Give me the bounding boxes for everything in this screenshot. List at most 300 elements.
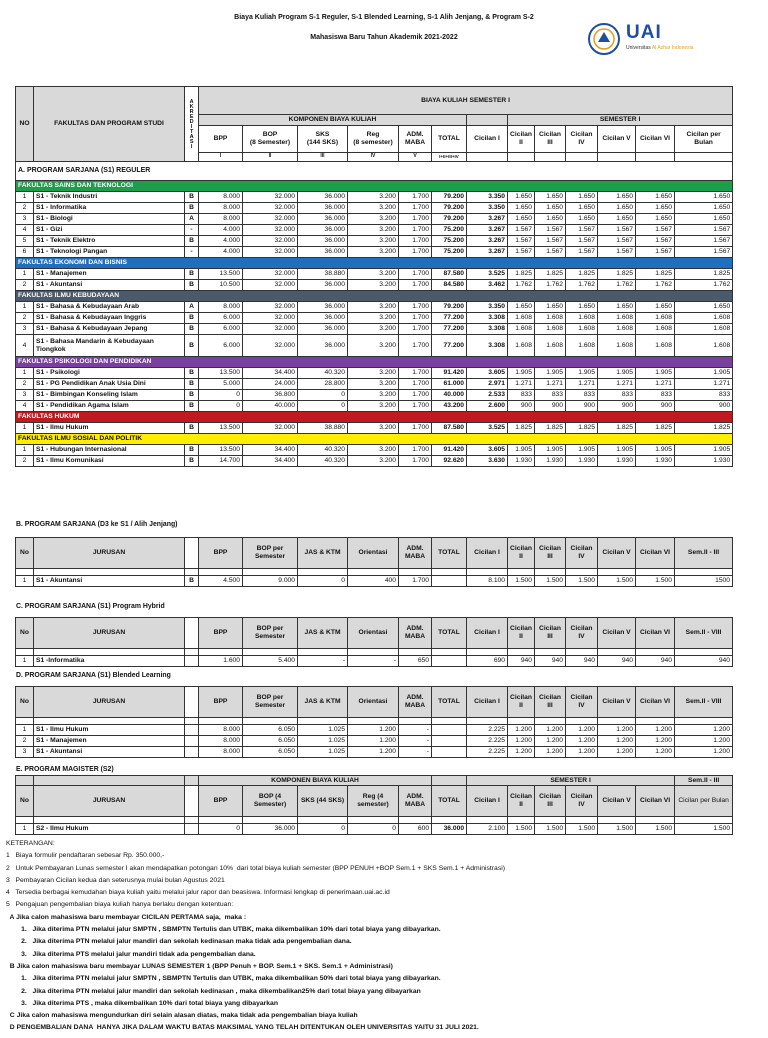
value-cell: 1.200 (566, 736, 598, 747)
value-cell: 1.608 (535, 335, 566, 357)
value-cell: 32.000 (243, 335, 298, 357)
value-cell: 1.200 (566, 725, 598, 736)
value-cell: - (348, 656, 399, 667)
value-cell: 77.200 (432, 335, 467, 357)
program-name: S1 - Manajemen (34, 269, 185, 280)
value-cell: 36.000 (298, 302, 348, 313)
value-cell: - (298, 656, 348, 667)
value-cell (185, 725, 199, 736)
value-cell (432, 736, 467, 747)
value-cell: 8.000 (199, 203, 243, 214)
value-cell: 14.700 (199, 456, 243, 467)
table-row (16, 736, 733, 747)
value-cell: 13.500 (199, 445, 243, 456)
value-cell: 1.762 (508, 280, 535, 291)
value-cell: 3.308 (467, 313, 508, 324)
value-cell: 1.905 (675, 445, 733, 456)
value-cell: 1.905 (675, 368, 733, 379)
value-cell: 1.825 (598, 423, 636, 434)
value-cell: 1.825 (636, 423, 675, 434)
value-cell: 1.200 (508, 725, 535, 736)
col-header: BPP (199, 687, 243, 718)
value-cell: 1.700 (399, 335, 432, 357)
value-cell: 1.608 (675, 313, 733, 324)
value-cell: 4.000 (199, 236, 243, 247)
value-cell: 1.200 (598, 725, 636, 736)
value-cell: 1.825 (636, 269, 675, 280)
value-cell: 40.320 (298, 445, 348, 456)
table-row (16, 269, 733, 280)
col-header: Sem.II - VIII (675, 687, 733, 718)
col-bop: BOP (262, 131, 278, 139)
keterangan (6, 838, 746, 1035)
value-cell: 940 (636, 656, 675, 667)
col-cicilan-4: Cicilan (570, 131, 593, 139)
value-cell: 32.000 (243, 236, 298, 247)
value-cell: 6.050 (243, 725, 298, 736)
value-cell: 900 (598, 401, 636, 412)
program-name: S1 - Teknik Elektro (34, 236, 185, 247)
col-header: Cicilan III (535, 538, 566, 569)
col-reg-sub: (8 semester) (353, 139, 393, 146)
value-cell: 1.567 (675, 247, 733, 258)
value-cell: 36.000 (298, 335, 348, 357)
value-cell: 1.825 (535, 423, 566, 434)
value-cell: 1 (16, 445, 34, 456)
value-cell: 1.930 (598, 456, 636, 467)
program-name: S1 - Ilmu Hukum (34, 725, 185, 736)
value-cell: 0 (298, 576, 348, 587)
col-header: Cicilan VI (636, 618, 675, 649)
program-name: S2 - Ilmu Hukum (34, 824, 185, 835)
program-name: S1 - Informatika (34, 203, 185, 214)
col-cicilan-1: Cicilan I (467, 126, 508, 153)
akreditasi-value: - (185, 247, 199, 258)
col-adm-sub: MABA (404, 139, 426, 146)
value-cell: 36.000 (298, 313, 348, 324)
table-row (16, 324, 733, 335)
value-cell: 40.000 (432, 390, 467, 401)
doc-title: Biaya Kuliah Program S-1 Reguler, S-1 Blended Learning, S-1 Alih Jenjang, & Program S-2 (234, 14, 534, 21)
akreditasi-value: B (185, 368, 199, 379)
logo-sub1: Universitas (626, 45, 652, 51)
value-cell: 36.000 (432, 824, 467, 835)
header-sem2: Sem.II - III (675, 776, 733, 786)
value-cell: 3 (16, 324, 34, 335)
value-cell: 36.000 (298, 192, 348, 203)
value-cell: 1.200 (508, 736, 535, 747)
col-cicilan-4-num: IV (578, 139, 585, 146)
col-header: Cicilan III (535, 687, 566, 718)
roman-iv: IV (348, 153, 399, 162)
value-cell: 3.200 (348, 302, 399, 313)
value-cell: 1.650 (636, 214, 675, 225)
value-cell: 3.200 (348, 247, 399, 258)
value-cell: 77.200 (432, 324, 467, 335)
value-cell: 36.000 (298, 203, 348, 214)
faculty-band: FAKULTAS SAINS DAN TEKNOLOGI (16, 181, 733, 192)
value-cell: 3.605 (467, 368, 508, 379)
table-row (16, 313, 733, 324)
value-cell: 1.905 (566, 368, 598, 379)
value-cell: 3.200 (348, 214, 399, 225)
akreditasi-value: B (185, 445, 199, 456)
value-cell: 38.880 (298, 423, 348, 434)
header-biaya-sem1: BIAYA KULIAH SEMESTER I (199, 87, 733, 115)
col-reg: Reg (366, 131, 380, 139)
value-cell: 3.200 (348, 423, 399, 434)
faculty-band: FAKULTAS EKONOMI DAN BISNIS (16, 258, 733, 269)
program-name: S1 - PG Pendidikan Anak Usia Dini (34, 379, 185, 390)
value-cell: 13.500 (199, 368, 243, 379)
value-cell: 1.500 (566, 576, 598, 587)
value-cell: 1.700 (399, 302, 432, 313)
value-cell: 650 (399, 656, 432, 667)
value-cell: 1.200 (566, 747, 598, 758)
col-header: ADM. MABA (399, 687, 432, 718)
value-cell: 8.100 (467, 576, 508, 587)
table-blended (15, 686, 733, 758)
col-header: Cicilan V (598, 786, 636, 817)
roman-v: V (399, 153, 432, 162)
value-cell: 1.567 (535, 247, 566, 258)
value-cell: 36.000 (298, 225, 348, 236)
col-header: Cicilan II (508, 618, 535, 649)
value-cell: 1.200 (598, 747, 636, 758)
value-cell: 1.700 (399, 247, 432, 258)
col-header: BOP (4 Semester) (243, 786, 298, 817)
value-cell: 1.700 (399, 192, 432, 203)
value-cell: 1.700 (399, 368, 432, 379)
value-cell: 32.000 (243, 313, 298, 324)
value-cell: 75.200 (432, 236, 467, 247)
value-cell: 1 (16, 824, 34, 835)
value-cell: 3 (16, 214, 34, 225)
col-header: Cicilan III (535, 618, 566, 649)
value-cell: 8.000 (199, 192, 243, 203)
value-cell: 9.000 (243, 576, 298, 587)
value-cell: 1.200 (675, 725, 733, 736)
table-row (16, 576, 733, 587)
col-header: BOP per Semester (243, 618, 298, 649)
table-hybrid (15, 617, 733, 667)
value-cell: 1.762 (535, 280, 566, 291)
akreditasi-value: B (185, 269, 199, 280)
program-name: S1 - Pendidikan Agama Islam (34, 401, 185, 412)
col-header: Cicilan VI (636, 786, 675, 817)
col-header: JURUSAN (34, 786, 185, 817)
akreditasi-value: B (185, 390, 199, 401)
value-cell: 940 (675, 656, 733, 667)
value-cell: 4.000 (199, 225, 243, 236)
col-header: ADM. MABA (399, 786, 432, 817)
program-name: S1 - Teknologi Pangan (34, 247, 185, 258)
value-cell: 1500 (675, 576, 733, 587)
value-cell: 3.267 (467, 247, 508, 258)
col-header: Orientasi (348, 538, 399, 569)
value-cell (185, 824, 199, 835)
value-cell: 4 (16, 335, 34, 357)
value-cell: 833 (598, 390, 636, 401)
value-cell: 3.525 (467, 269, 508, 280)
value-cell: 3.200 (348, 368, 399, 379)
col-header: Cicilan I (467, 687, 508, 718)
value-cell: 1.650 (636, 203, 675, 214)
value-cell: 79.200 (432, 192, 467, 203)
value-cell: 6.000 (199, 313, 243, 324)
value-cell: 1.650 (535, 214, 566, 225)
table-row (16, 445, 733, 456)
value-cell: 32.000 (243, 192, 298, 203)
value-cell: 3.200 (348, 313, 399, 324)
value-cell: 1 (16, 576, 34, 587)
value-cell: B (185, 576, 199, 587)
table-row (16, 368, 733, 379)
value-cell: 1.608 (508, 335, 535, 357)
col-header: BOP per Semester (243, 687, 298, 718)
value-cell: 1.650 (508, 214, 535, 225)
value-cell: 10.500 (199, 280, 243, 291)
table-row (16, 225, 733, 236)
value-cell: 3.200 (348, 390, 399, 401)
value-cell: 1.650 (598, 203, 636, 214)
program-name: S1 - Bimbingan Konseling Islam (34, 390, 185, 401)
value-cell: 1 (16, 725, 34, 736)
value-cell: 2.225 (467, 725, 508, 736)
value-cell: 1.650 (535, 302, 566, 313)
section-e-title: E. PROGRAM MAGISTER (S2) (16, 766, 114, 773)
faculty-band: FAKULTAS PSIKOLOGI DAN PENDIDIKAN (16, 357, 733, 368)
value-cell: 1.650 (566, 203, 598, 214)
value-cell: 1.600 (199, 656, 243, 667)
value-cell: 75.200 (432, 225, 467, 236)
value-cell: 1.608 (636, 324, 675, 335)
program-name: S1 - Gizi (34, 225, 185, 236)
value-cell: 1.700 (399, 456, 432, 467)
value-cell: 1.567 (675, 236, 733, 247)
value-cell: 3.200 (348, 236, 399, 247)
value-cell: 8.000 (199, 747, 243, 758)
value-cell: 1.200 (348, 725, 399, 736)
col-header: TOTAL (432, 786, 467, 817)
section-c-title: C. PROGRAM SARJANA (S1) Program Hybrid (16, 603, 165, 610)
value-cell: 6.050 (243, 736, 298, 747)
value-cell: 1.608 (598, 335, 636, 357)
table-row (16, 302, 733, 313)
table-row (16, 192, 733, 203)
value-cell: 0 (199, 401, 243, 412)
section-b-title: B. PROGRAM SARJANA (D3 ke S1 / Alih Jenjang) (16, 521, 178, 528)
value-cell: 1.500 (675, 824, 733, 835)
value-cell: 3.350 (467, 192, 508, 203)
note-line: D PENGEMBALIAN DANA HANYA JIKA DALAM WAKTU BATAS MAKSIMAL YANG TELAH DITENTUKAN OLEH UNIVERSITAS YAITU 31 JULI 2021. (6, 1024, 479, 1032)
col-sks-sub: (144 SKS) (306, 139, 339, 146)
value-cell: - (399, 725, 432, 736)
value-cell: 1.567 (598, 236, 636, 247)
value-cell: 1.200 (636, 736, 675, 747)
col-cicilan-bulan: Cicilan per (686, 131, 721, 139)
header-komponen: KOMPONEN BIAYA KULIAH (199, 776, 432, 786)
value-cell (185, 736, 199, 747)
col-header: Cicilan IV (566, 786, 598, 817)
value-cell: 1.700 (399, 225, 432, 236)
value-cell: 1.825 (598, 269, 636, 280)
value-cell: 1.271 (675, 379, 733, 390)
program-name: S1 - Bahasa & Kebudayaan Jepang (34, 324, 185, 335)
col-header: BPP (199, 618, 243, 649)
value-cell (432, 747, 467, 758)
col-header: No (16, 538, 34, 569)
col-header: ADM. MABA (399, 618, 432, 649)
value-cell: 1.567 (598, 247, 636, 258)
akreditasi-value: B (185, 203, 199, 214)
note-line: 5 Pengajuan pengembalian biaya kuliah hanya berlaku dengan ketentuan: (6, 901, 234, 909)
value-cell: 1.200 (508, 747, 535, 758)
value-cell: 34.400 (243, 456, 298, 467)
value-cell: 0 (298, 390, 348, 401)
value-cell: 24.000 (243, 379, 298, 390)
value-cell: 8.000 (199, 214, 243, 225)
value-cell: 1.650 (508, 302, 535, 313)
col-header: BOP per Semester (243, 538, 298, 569)
value-cell: 3.605 (467, 445, 508, 456)
value-cell: 1.500 (636, 576, 675, 587)
value-cell: 34.400 (243, 368, 298, 379)
col-header: TOTAL (432, 687, 467, 718)
table-row (16, 236, 733, 247)
value-cell: 3.630 (467, 456, 508, 467)
value-cell: 1.905 (535, 445, 566, 456)
col-header: SKS (44 SKS) (298, 786, 348, 817)
value-cell: 1.200 (348, 747, 399, 758)
value-cell: 3.525 (467, 423, 508, 434)
value-cell: 1.567 (636, 247, 675, 258)
value-cell: 1.700 (399, 324, 432, 335)
value-cell: 1.650 (566, 192, 598, 203)
col-cicilan-3: Cicilan (539, 131, 561, 139)
col-header: No (16, 618, 34, 649)
akreditasi-value: B (185, 456, 199, 467)
table-row (16, 335, 733, 357)
value-cell: 2.533 (467, 390, 508, 401)
col-header: Sem.II - VIII (675, 618, 733, 649)
value-cell: 36.000 (298, 214, 348, 225)
value-cell: 1.200 (348, 736, 399, 747)
note-line: 2. Jika diterima PTN melalui jalur mandiri dan sekolah kedinasan , maka dikembalikan25% dari total biaya yang dibayarkan (6, 987, 421, 995)
value-cell: 3.200 (348, 379, 399, 390)
value-cell: 1.567 (566, 236, 598, 247)
value-cell: 36.000 (298, 280, 348, 291)
value-cell: 36.000 (243, 824, 298, 835)
akreditasi-value: B (185, 423, 199, 434)
col-header: TOTAL (432, 538, 467, 569)
table-reguler (15, 86, 733, 467)
value-cell: 36.800 (243, 390, 298, 401)
value-cell: 1.825 (535, 269, 566, 280)
value-cell: 1.608 (566, 335, 598, 357)
value-cell: 1.905 (636, 445, 675, 456)
value-cell: 1.271 (566, 379, 598, 390)
value-cell: 3.200 (348, 335, 399, 357)
value-cell: 400 (348, 576, 399, 587)
value-cell: 833 (566, 390, 598, 401)
value-cell: 1.700 (399, 390, 432, 401)
value-cell: 1.500 (535, 824, 566, 835)
value-cell: 40.000 (243, 401, 298, 412)
value-cell: 1.200 (636, 725, 675, 736)
value-cell: 1.930 (508, 456, 535, 467)
value-cell: 6 (16, 247, 34, 258)
value-cell: 3.200 (348, 192, 399, 203)
value-cell: 1.608 (566, 313, 598, 324)
value-cell: 1.271 (508, 379, 535, 390)
value-cell: 61.000 (432, 379, 467, 390)
value-cell: 1.700 (399, 269, 432, 280)
value-cell: 1.762 (566, 280, 598, 291)
note-line: 1. Jika diterima PTN melalui jalur SMPTN , SBMPTN Tertulis dan UTBK, maka dikembalikan 50% dari total biaya yang dibayarkan. (6, 975, 441, 983)
value-cell: 1.025 (298, 736, 348, 747)
value-cell: 32.000 (243, 247, 298, 258)
value-cell: 1 (16, 192, 34, 203)
col-header: Orientasi (348, 618, 399, 649)
value-cell: 3.267 (467, 236, 508, 247)
roman-iii: III (298, 153, 348, 162)
value-cell: 2 (16, 736, 34, 747)
value-cell: 1.200 (535, 725, 566, 736)
program-name: S1 - Ilmu Hukum (34, 423, 185, 434)
value-cell: 1.025 (298, 747, 348, 758)
value-cell: 3.462 (467, 280, 508, 291)
value-cell: 1.700 (399, 280, 432, 291)
value-cell: 1.608 (675, 335, 733, 357)
table-row (16, 656, 733, 667)
value-cell: 1.930 (566, 456, 598, 467)
col-header: Sem.II - III (675, 538, 733, 569)
table-row (16, 423, 733, 434)
value-cell: 1.650 (598, 214, 636, 225)
value-cell: 36.000 (298, 247, 348, 258)
value-cell: 1.200 (535, 736, 566, 747)
value-cell: 1.650 (675, 302, 733, 313)
value-cell: 1.200 (535, 747, 566, 758)
value-cell: 1.608 (508, 313, 535, 324)
value-cell: 3.200 (348, 203, 399, 214)
value-cell: 1.762 (675, 280, 733, 291)
value-cell (432, 576, 467, 587)
header-semester-1: SEMESTER I (508, 115, 733, 126)
value-cell: 1.271 (598, 379, 636, 390)
value-cell: 3.200 (348, 401, 399, 412)
value-cell: 3 (16, 390, 34, 401)
value-cell: 4 (16, 225, 34, 236)
value-cell: 900 (675, 401, 733, 412)
value-cell: 1 (16, 302, 34, 313)
col-bop-sub: (8 Semester) (249, 139, 291, 146)
value-cell: 1.930 (636, 456, 675, 467)
faculty-band: FAKULTAS HUKUM (16, 412, 733, 423)
akreditasi-value: A (185, 302, 199, 313)
value-cell: 1.905 (598, 445, 636, 456)
value-cell: 32.000 (243, 280, 298, 291)
value-cell: 1.825 (675, 423, 733, 434)
value-cell (432, 725, 467, 736)
value-cell: 0 (199, 824, 243, 835)
value-cell: 2 (16, 280, 34, 291)
value-cell: 1.200 (598, 736, 636, 747)
value-cell: 1.567 (566, 247, 598, 258)
value-cell: 79.200 (432, 302, 467, 313)
value-cell: 3.200 (348, 445, 399, 456)
